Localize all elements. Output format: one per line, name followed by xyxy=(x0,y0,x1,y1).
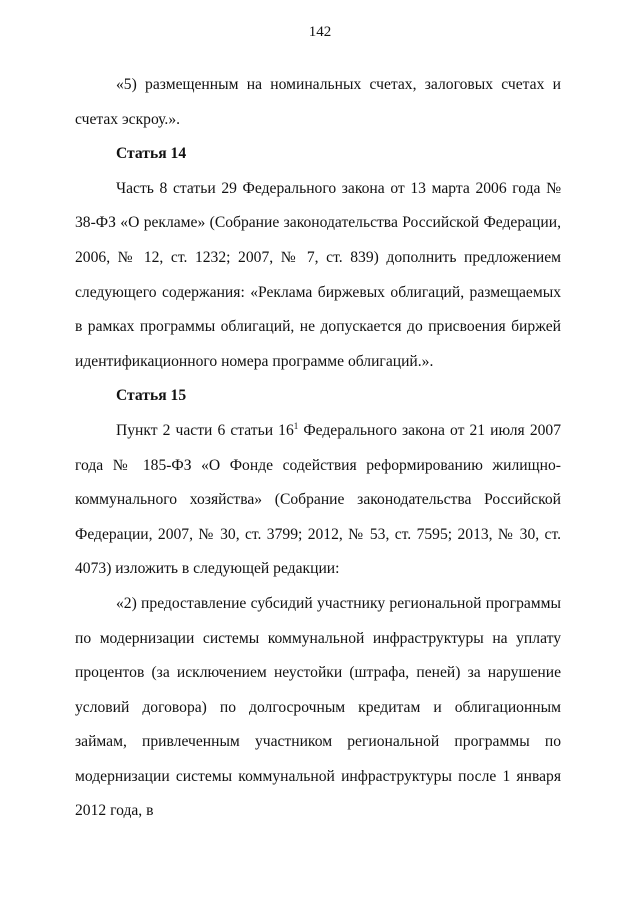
page-number: 142 xyxy=(308,24,332,40)
document-body xyxy=(75,68,561,829)
paragraph-amendment-5: «5) размещенным на номинальных счетах, залоговых счетах и счетах эскроу.». xyxy=(75,76,561,128)
paragraph-article-14: Часть 8 статьи 29 Федерального закона от 13 марта 2006 года № 38-ФЗ «О рекламе» (Собрание законодательства Российской Федерации, 2006, № 12, ст. 1232; 2007, № 7, ст. 839) дополнить предложением следующего содержания: «Реклама биржевых облигаций, размещаемых в рамках программы облигаций, не допускается до присвоения биржей идентификационного номера программе облигаций.». xyxy=(75,179,561,370)
superscript-index: 1 xyxy=(293,420,299,431)
paragraph-article-15 xyxy=(75,414,561,587)
paragraph-amendment-2: «2) предоставление субсидий участнику региональной программы по модернизации системы коммунальной инфраструктуры на уплату процентов (за исключением неустойки (штрафа, пеней) за нарушение условий договора) по долгосрочным кредитам и облигационным займам, привлеченным участником региональной программы по модернизации системы коммунальной инфраструктуры после 1 января 2012 года, в xyxy=(75,594,561,820)
article-15-heading: Статья 15 xyxy=(116,387,187,405)
article-15-text-start: Пункт 2 части 6 статьи 16 xyxy=(116,421,294,439)
article-15-text-end: Федерального закона от 21 июля 2007 года № 185-ФЗ «О Фонде содействия реформированию жилищно-коммунального хозяйства» (Собрание законодательства Российской Федерации, 2007, № 30, ст. 3799; 2012, № 53, ст. 7595; 2013, № 30, ст. 4073) изложить в следующей редакции: xyxy=(75,421,562,578)
article-14-heading: Статья 14 xyxy=(116,145,187,163)
